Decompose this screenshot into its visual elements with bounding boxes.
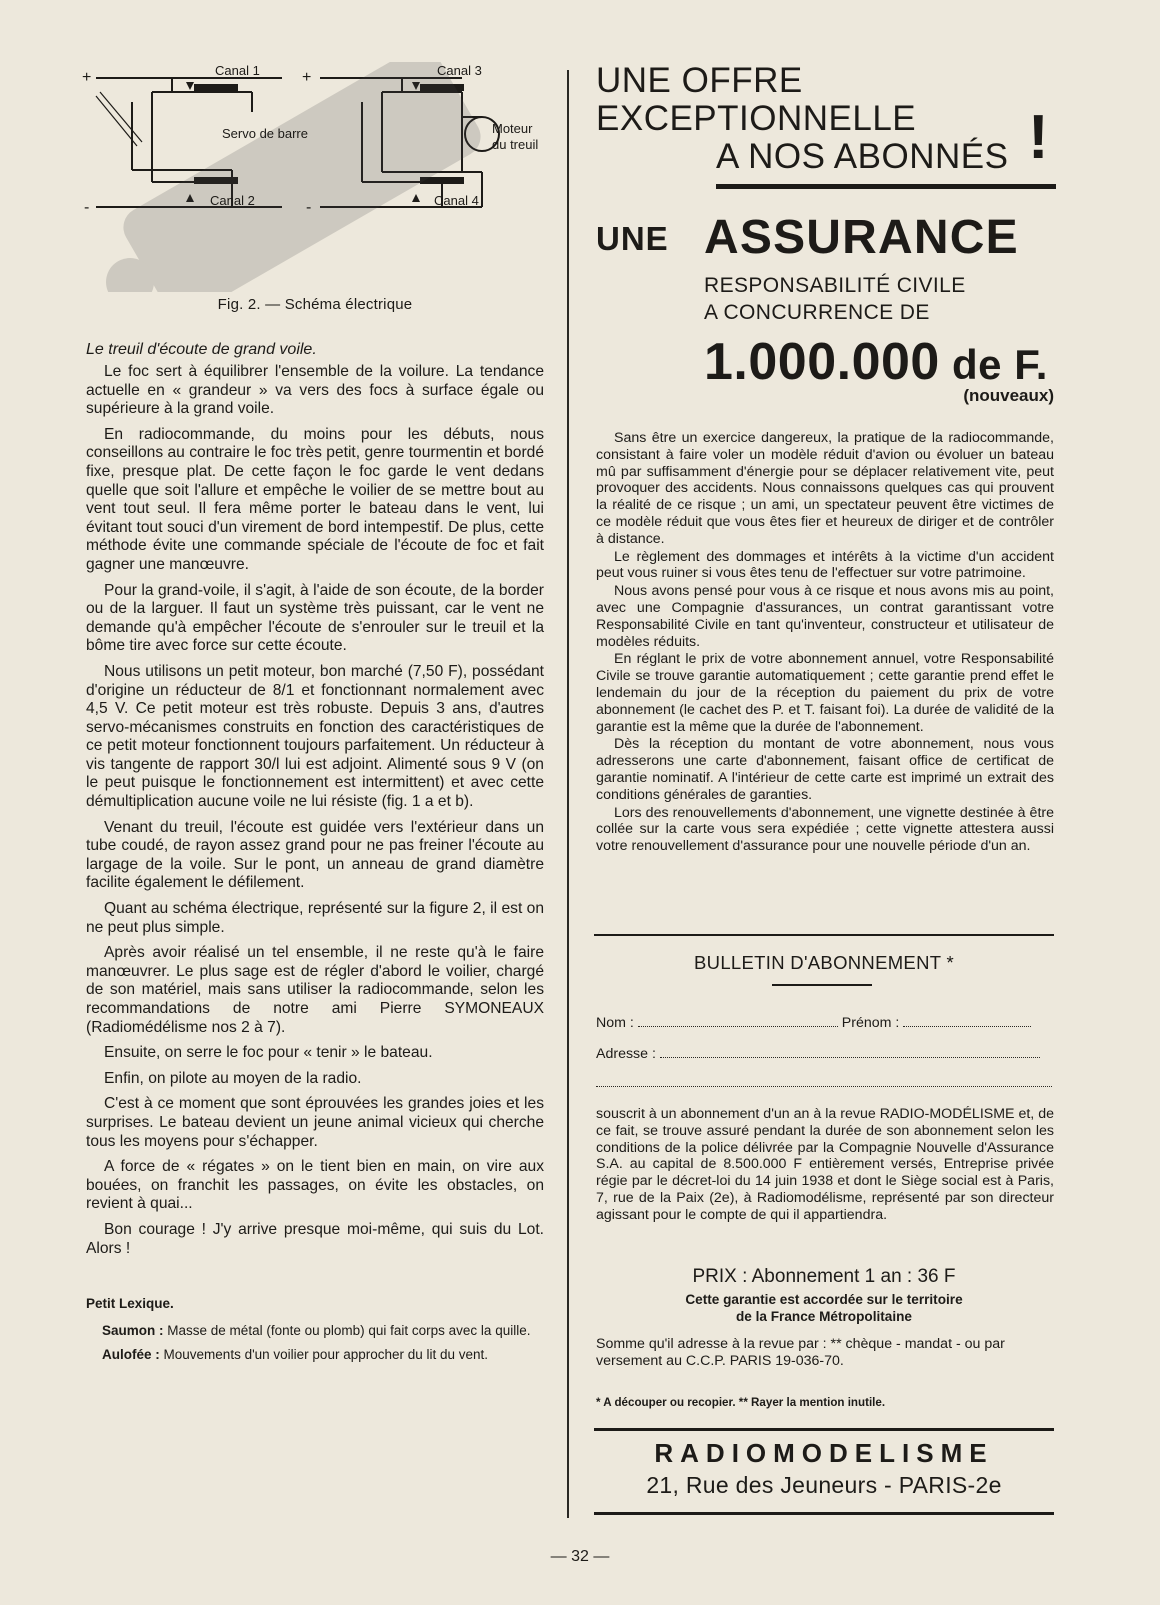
offer-paragraph: Nous avons pensé pour vous à ce risque et nous avons mis au point, avec une Compagnie d'assurances, un contrat garantissant votre Responsabilité Civile en tant qu'inventeur, constructeur et utilisateur de modèles réduits. <box>596 583 1054 650</box>
label-minus-right: - <box>306 199 312 216</box>
body-paragraph: Bon courage ! J'y arrive presque moi-même, qui suis du Lot. Alors ! <box>86 1220 544 1257</box>
right-column <box>594 61 1054 1498</box>
figure-caption: Fig. 2. — Schéma électrique <box>217 296 413 313</box>
headline-line-1: UNE OFFRE <box>596 61 803 100</box>
body-paragraph: En radiocommande, du moins pour les débuts, nous conseillons au contraire le foc très petit, genre tourmentin et bordé fixe, presque plat. De cette façon le foc garde le vent dedans quelle que soit l'allure et empêche le voilier de se mettre bout au vent tout seul. Il fera même porter le bateau dans le vent, lui évitant tout souci d'un virement de bord intempestif. De plus, cette méthode évite une commande spéciale de l'écoute de foc et fait gagner une manœuvre. <box>86 425 544 573</box>
lexicon <box>86 1296 544 1363</box>
cond-line-2: de la France Métropolitaine <box>735 1308 912 1324</box>
headline-line-3: A NOS ABONNÉS <box>716 137 1009 176</box>
lexicon-entry <box>86 1347 544 1363</box>
body-paragraph: Après avoir réalisé un tel ensemble, il ne reste qu'à le faire manœuvrer. Le plus sage est de régler d'abord le voilier, chargé de son matériel, mais sans utiliser la radiocommande, selon les recommandations de notre ami Pierre SYMONEAUX (Radiomédélisme nos 2 à 7). <box>86 944 544 1036</box>
resp-line-1: RESPONSABILITÉ CIVILE <box>704 274 966 297</box>
label-canal-4: Canal 4 <box>434 193 479 208</box>
label-servo: Servo de barre <box>222 126 308 141</box>
amount-suffix: de F. <box>939 341 1048 388</box>
brand-address: 21, Rue des Jeuneurs - PARIS-2e <box>646 1472 1002 1498</box>
offer-body <box>596 430 1054 856</box>
territory-condition <box>594 1292 1054 1325</box>
brand-name: RADIOMODELISME <box>654 1438 994 1468</box>
adresse-field[interactable] <box>660 1045 1040 1058</box>
nouveaux-label: (nouveaux) <box>963 386 1054 405</box>
body-paragraph: Le foc sert à équilibrer l'ensemble de la voilure. La tendance actuelle en « grandeur » va vers des focs à surface égale ou supérieure à la grand voile. <box>86 363 544 418</box>
form-row-nom <box>596 1014 1031 1031</box>
footnote: * A découper ou recopier. ** Rayer la mention inutile. <box>596 1396 886 1409</box>
body-paragraph: Quant au schéma électrique, représenté sur la figure 2, il est on ne peut plus simple. <box>86 900 544 936</box>
label-moteur: Moteur <box>492 121 533 136</box>
nom-label: Nom : <box>596 1015 634 1031</box>
lexicon-entry <box>86 1323 544 1339</box>
offer-paragraph: En réglant le prix de votre abonnement annuel, votre Responsabilité Civile se trouve garantie automatiquement ; cette garantie prend effet le lendemain du jour de la réception du paiement du prix de votre abonnement (le cachet des P. et T. faisant foi). La durée de validité de la garantie est la même que la durée de l'abonnement. <box>596 651 1054 735</box>
prenom-field[interactable] <box>903 1014 1031 1027</box>
bulletin-title-rule <box>772 984 872 986</box>
headline-rule <box>716 184 1056 189</box>
form-row-adresse-2 <box>596 1074 1052 1091</box>
souscrit-paragraph: souscrit à un abonnement d'un an à la revue RADIO-MODÉLISME et, de ce fait, se trouve assuré pendant la durée de son abonnement selon les conditions de la police délivrée par la Compagnie Nouvelle d'Assurance S.A. au capital de 8.500.000 F entièrement versés, Entreprise privée régie par le décret-loi du 14 juin 1938 et dont le Siège social est à Paris, 7, rue de la Paix (2e), à Radiomodélisme, représenté par son directeur agissant pour le compte de qui il appartiendra. <box>596 1106 1054 1223</box>
offer-paragraph: Lors des renouvellements d'abonnement, une vignette destinée à être collée sur la carte vous sera expédiée ; cette vignette attestera aussi votre renouvellement d'assurance pour une nouvelle période d'un an. <box>596 804 1054 855</box>
body-paragraph: A force de « régates » on le tient bien en main, on vire aux bouées, on franchit les passages, on évite les obstacles, on revient à quai... <box>86 1158 544 1213</box>
offer-paragraph: Le règlement des dommages et intérêts à la victime d'un accident peut vous ruiner si vous êtes tenu de l'effectuer sur votre patrimoine. <box>596 548 1054 582</box>
form-row-adresse <box>596 1045 1040 1062</box>
label-minus-left: - <box>84 199 90 216</box>
left-column <box>82 62 544 1371</box>
amount-value: 1.000.000 <box>704 333 940 391</box>
label-plus-left: + <box>82 69 92 86</box>
assurance-une: UNE <box>596 220 669 257</box>
responsabilite-lines <box>704 272 966 326</box>
lexicon-title: Petit Lexique. <box>86 1296 174 1312</box>
body-paragraph: Venant du treuil, l'écoute est guidée vers l'extérieur dans un tube coudé, de rayon assez grand pour ne pas freiner l'écoute au largage de la voile. Sur le pont, un anneau de grand diamètre facilite également le défilement. <box>86 818 544 892</box>
column-divider <box>567 70 569 1518</box>
adresse-field-2[interactable] <box>596 1074 1052 1087</box>
bulletin-title: BULLETIN D'ABONNEMENT * <box>694 952 954 973</box>
bulletin-top-rule <box>594 934 1054 936</box>
page-number: — 32 — <box>550 1548 610 1565</box>
offer-paragraph: Dès la réception du montant de votre abonnement, nous vous adresserons une carte d'abonnement, faisant office de certificat de garantie nominatif. A l'intérieur de cette carte est imprimé un extrait des conditions générales de garanties. <box>596 736 1054 803</box>
assurance-title <box>594 210 1054 264</box>
adresse-label: Adresse : <box>596 1046 656 1062</box>
body-paragraph: Nous utilisons un petit moteur, bon marché (7,50 F), possédant d'origine un réducteur de 8/1 et fonctionnant normalement avec 4,5 V. Ce petit moteur est très robuste. Depuis 3 ans, d'autres servo-mécanismes construits en fonction des caractéristiques de ce petit moteur fonctionnent toujours parfaitement. Un réducteur à vis tangente de rapport 30/l lui est adjoint. Alimenté sous 9 V (on le peut puisque le fonctionnement est intermittent) et avec cette démultiplication aucune voile ne lui résiste (fig. 1 a et b). <box>86 662 544 811</box>
price-line: PRIX : Abonnement 1 an : 36 F <box>692 1266 956 1287</box>
body-paragraph: C'est à ce moment que sont éprouvées les grandes joies et les surprises. Le bateau devient un jeune animal vicieux qui cherche tous les moyens pour s'échapper. <box>86 1095 544 1150</box>
insured-amount <box>704 332 1048 392</box>
prenom-label: Prénom : <box>841 1015 900 1031</box>
body-paragraph: Enfin, on pilote au moyen de la radio. <box>104 1069 362 1087</box>
headline-exclamation: ! <box>1028 103 1050 172</box>
cond-line-1: Cette garantie est accordée sur le territoire <box>685 1292 963 1307</box>
body-paragraph: Pour la grand-voile, il s'agit, à l'aide de son écoute, de la border ou de la larguer. Il faut un système très puissant, car le vent ne demande qu'à empêcher l'écoute de s'enrouler sur le treuil et la bôme tire avec force sur cette écoute. <box>86 581 544 655</box>
label-canal-3: Canal 3 <box>437 63 482 78</box>
body-paragraph: Ensuite, on serre le foc pour « tenir » le bateau. <box>104 1044 433 1062</box>
lexicon-term: Aulofée : <box>102 1347 160 1363</box>
resp-line-2: A CONCURRENCE DE <box>704 301 930 324</box>
offer-paragraph: Sans être un exercice dangereux, la pratique de la radiocommande, consistant à faire voler un modèle réduit d'avion ou évoluer un bateau mû par suffisamment d'énergie pour se déplacer relativement vite, peut provoquer des accidents. Nous connaissons quelques cas qui prouvent la réalité de ce risque ; un ami, un spectateur peuvent être victimes de ce modèle réduit que vous êtes fier et heureux de diriger et de contrôler à distance. <box>596 430 1054 547</box>
lexicon-definition: Masse de métal (fonte ou plomb) qui fait corps avec la quille. <box>167 1323 531 1339</box>
nom-field[interactable] <box>638 1014 838 1027</box>
electrical-schematic <box>82 62 552 292</box>
label-plus-right: + <box>302 69 312 86</box>
offer-headline <box>594 62 1054 178</box>
lexicon-definition: Mouvements d'un voilier pour approcher du lit du vent. <box>163 1347 489 1363</box>
label-treuil: du treuil <box>492 137 539 152</box>
section-title: Le treuil d'écoute de grand voile. <box>86 341 317 358</box>
assurance-word: ASSURANCE <box>704 211 1019 264</box>
label-canal-1: Canal 1 <box>215 63 260 78</box>
brand-bottom-rule <box>594 1512 1054 1515</box>
lexicon-term: Saumon : <box>102 1323 164 1339</box>
schematic-drawing <box>82 62 552 292</box>
payment-method: Somme qu'il adresse à la revue par : ** chèque - mandat - ou par versement au C.C.P. PARIS 19-036-70. <box>596 1336 1005 1369</box>
headline-line-2: EXCEPTIONNELLE <box>596 99 917 138</box>
label-canal-2: Canal 2 <box>210 193 255 208</box>
brand-top-rule <box>594 1428 1054 1431</box>
